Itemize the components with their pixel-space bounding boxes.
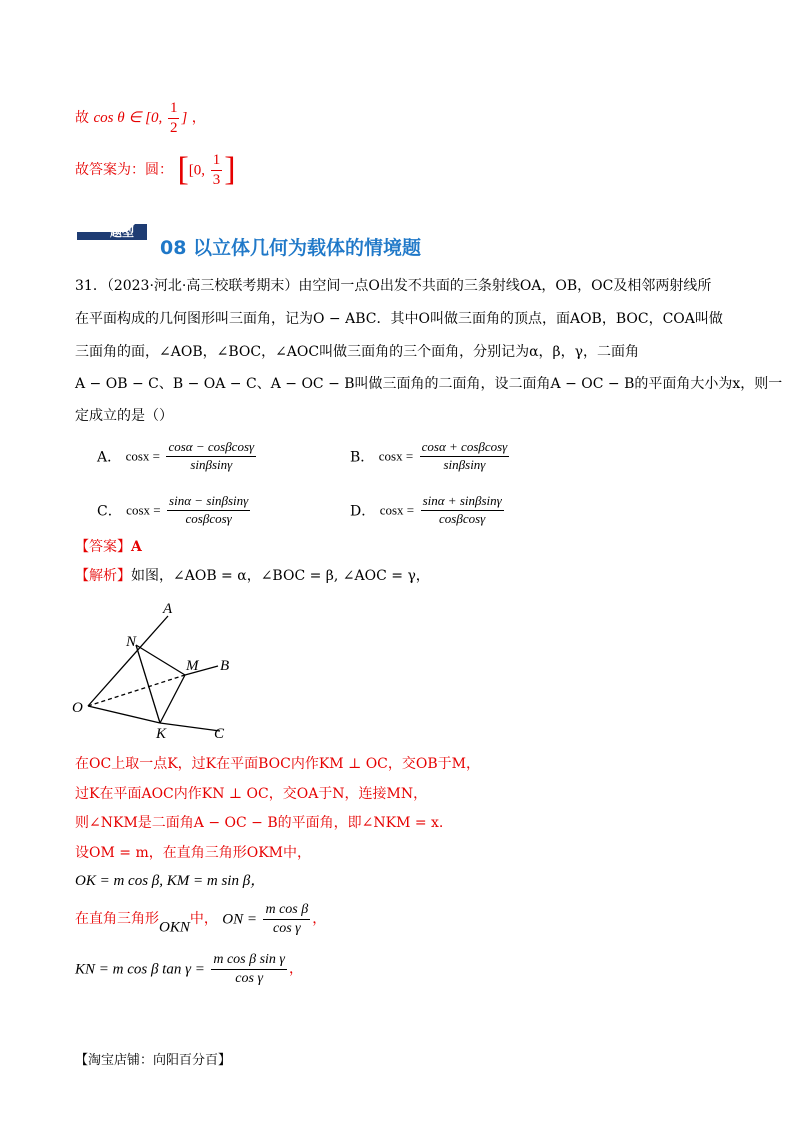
geometry-figure: [70, 598, 240, 743]
analysis-step-4: 设OM = m，在直角三角形OKM中，: [75, 845, 311, 861]
analysis-step-2: 过K在平面AOC内作KN ⊥ OC，交OA于N，连接MN，: [75, 786, 428, 802]
answer-label: 【答案】A: [75, 539, 142, 555]
section-title: 08 以立体几何为载体的情境题: [160, 237, 422, 259]
analysis-intro: 【解析】如图，∠AOB = α，∠BOC = β, ∠AOC = γ，: [75, 568, 430, 584]
option-a: A． cosx = $\frac{\cos\alpha - \cos\beta\cos\gamma}{\sin\beta\sin\gamma}$: [97, 439, 255, 472]
analysis-kn-line: KN = m cos β tan γ = $\frac{\text{m cos β sin γ}}{\text{cos γ}}$ ，: [75, 952, 303, 987]
label-o: O: [72, 700, 83, 716]
label-a: A: [163, 601, 173, 617]
label-k: K: [156, 726, 167, 742]
option-c: C． cosx = $\frac{\sin\alpha - \sin\beta\sin\gamma}{\cos\beta\cos\gamma}$: [97, 493, 249, 526]
label-n: N: [126, 634, 137, 650]
ray-oa: [88, 616, 168, 706]
answer-line: 故答案为：圆： [[0, $\frac{1}{3}$ ]: [75, 151, 236, 188]
question-line-5: 定成立的是（）: [75, 408, 173, 424]
label-m: M: [186, 658, 199, 674]
analysis-step-1: 在OC上取一点K，过K在平面BOC内作KM ⊥ OC，交OB于M，: [75, 756, 480, 772]
analysis-step-3: 则∠NKM是二面角A − OC − B的平面角，即∠NKM = x.: [75, 815, 444, 831]
label-b: B: [220, 658, 230, 674]
question-line-1: 31．（2023·河北·高三校联考期末）由空间一点O出发不共面的三条射线OA，OB，OC及相邻两射线所: [75, 278, 712, 294]
question-line-2: 在平面构成的几何图形叫三面角，记为O − ABC．其中O叫做三面角的顶点，面AOB，BOC，COA叫做: [75, 311, 723, 327]
analysis-on-line: 在直角三角形OKN中， ON = $\frac{\text{m cos β}}{\text{cos γ}}$ ，: [75, 902, 327, 937]
segment-ok: [88, 706, 160, 723]
conclusion-line: 故 cos θ ∈ [0, $\frac{1}{2}$ ] ，: [75, 100, 206, 137]
badge-text: 题型: [110, 225, 135, 239]
ray-kc: [160, 723, 220, 731]
analysis-step-5: OK = m cos β, KM = m sin β，: [75, 873, 266, 889]
option-b: B． cosx = $\frac{\cos\alpha + \cos\beta\cos\gamma}{\sin\beta\sin\gamma}$: [350, 439, 508, 472]
footer-shop-name: 【淘宝店铺：向阳百分百】: [75, 1053, 232, 1068]
label-c: C: [214, 726, 225, 742]
option-d: D． cosx = $\frac{\sin\alpha + \sin\beta\sin\gamma}{\cos\beta\cos\gamma}$: [350, 493, 502, 526]
question-line-3: 三面角的面，∠AOB，∠BOC，∠AOC叫做三面角的三个面角，分别记为α，β，γ，二面角: [75, 344, 640, 360]
question-line-4: A − OB − C、B − OA − C、A − OC − B叫做三面角的二面角，设二面角A − OC − B的平面角大小为x，则一: [75, 376, 783, 392]
